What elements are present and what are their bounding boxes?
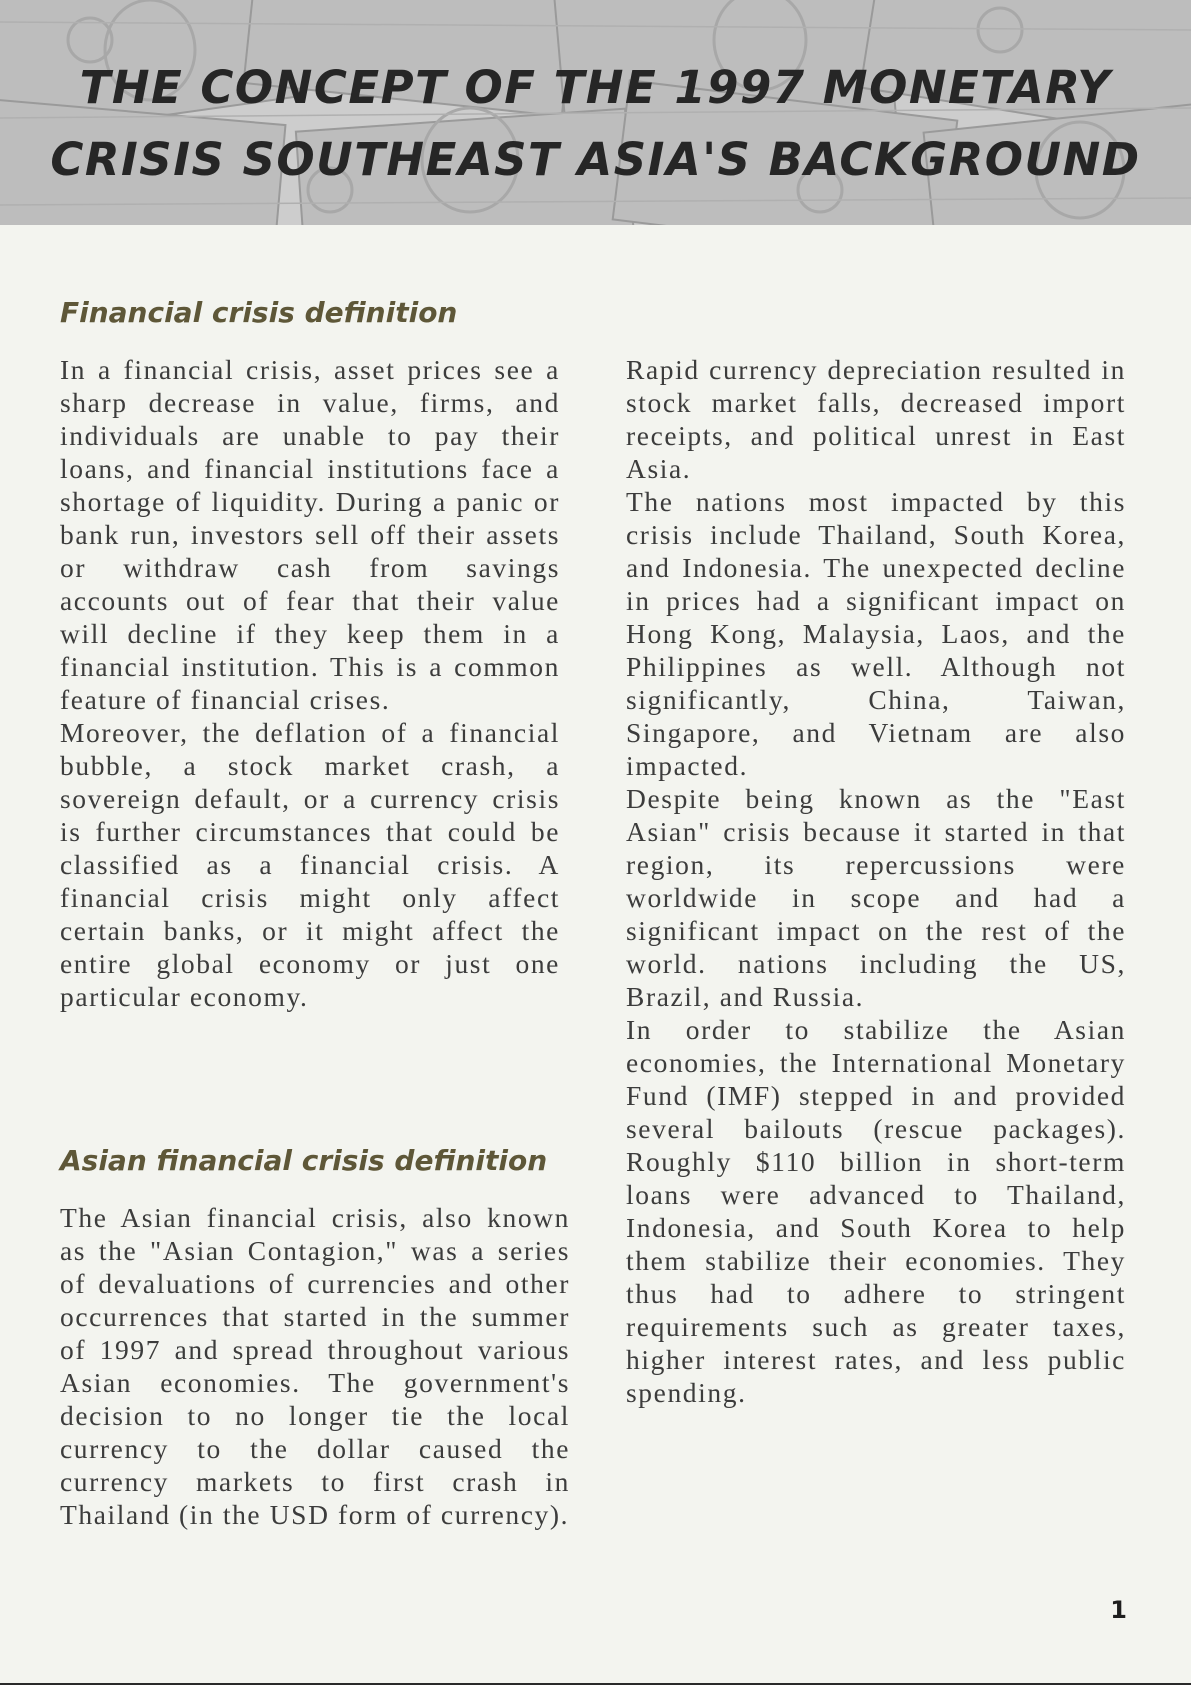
financial-crisis-paragraph-2: Moreover, the deflation of a financial bubble, a stock market crash, a sovereign default, or a currency crisis is further circumstances that could be classified as a financial crisis. A financial crisis might only affect certain banks, or it might affect the entire global economy or just one particular economy. <box>60 717 560 1012</box>
asian-crisis-heading: Asian financial crisis definition <box>60 1144 548 1177</box>
financial-crisis-text <box>60 353 560 1013</box>
right-column-paragraph-2: The nations most impacted by this crisis include Thailand, South Korea, and Indonesia. The unexpected decline in prices had a significant impact on Hong Kong, Malaysia, Laos, and the Philippines as well. Although not significantly, China, Taiwan, Singapore, and Vietnam are also impacted. <box>626 486 1126 781</box>
asian-crisis-paragraph-1: The Asian financial crisis, also known as the "Asian Contagion," was a series of devaluations of currencies and other occurrences that started in the summer of 1997 and spread throughout various Asian economies. The government's decision to no longer tie the local currency to the dollar caused the currency markets to first crash in Thailand (in the USD form of currency). <box>60 1202 570 1530</box>
right-column-paragraph-1: Rapid currency depreciation resulted in stock market falls, decreased import receipts, and political unrest in East Asia. <box>626 354 1126 484</box>
page-number: 1 <box>1110 1596 1127 1624</box>
financial-crisis-paragraph-1: In a financial crisis, asset prices see a sharp decrease in value, firms, and individuals are unable to pay their loans, and financial institutions face a shortage of liquidity. During a panic or bank run, investors sell off their assets or withdraw cash from savings accounts out of fear that their value will decline if they keep them in a financial institution. This is a common feature of financial crises. <box>60 354 560 715</box>
financial-crisis-heading: Financial crisis definition <box>60 296 458 329</box>
right-column-paragraph-4: In order to stabilize the Asian economies, the International Monetary Fund (IMF) stepped in and provided several bailouts (rescue packages). Roughly $110 billion in short-term loans were advanced to Thailand, Indonesia, and South Korea to help them stabilize their economies. They thus had to adhere to stringent requirements such as greater taxes, higher interest rates, and less public spending. <box>626 1014 1126 1408</box>
header-banner <box>0 0 1191 225</box>
right-column-paragraph-3: Despite being known as the "East Asian" crisis because it started in that region, its repercussions were worldwide in scope and had a significant impact on the rest of the world. nations including the US, Brazil, and Russia. <box>626 783 1126 1012</box>
right-column-text <box>626 353 1126 1409</box>
asian-crisis-text <box>60 1201 570 1531</box>
page-title: THE CONCEPT OF THE 1997 MONETARY CRISIS SOUTHEAST ASIA'S BACKGROUND <box>50 61 1141 186</box>
